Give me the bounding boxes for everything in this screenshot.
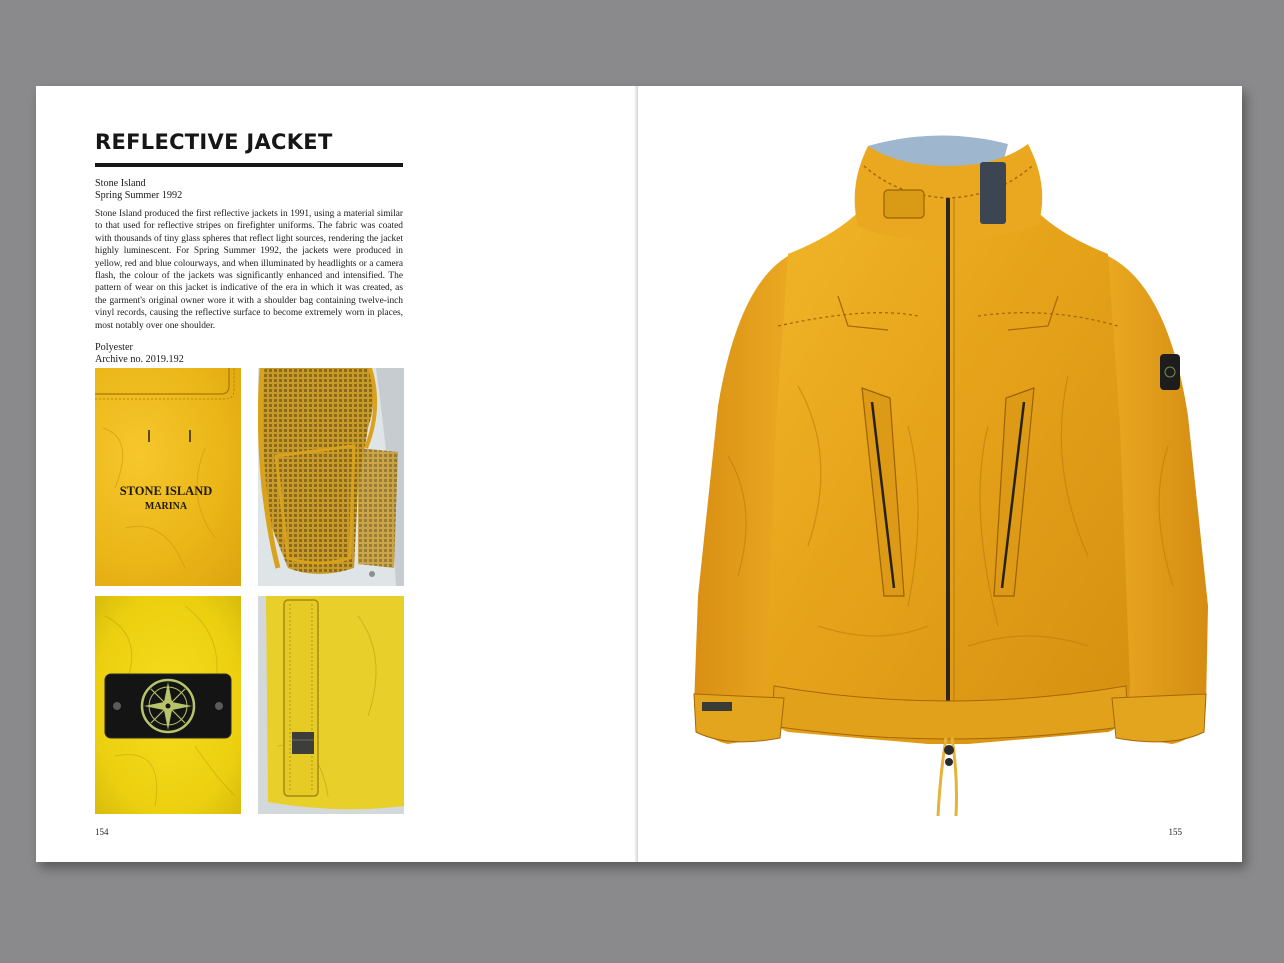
compass-rose-icon [142,680,194,732]
title-rule [95,163,403,167]
brand-name: Stone Island [95,178,146,189]
page-number-left: 154 [95,827,109,837]
compass-badge-illustration [95,596,241,814]
cuff-tab-illustration [258,596,404,814]
reflective-jacket-photo [668,126,1228,826]
page-title: REFLECTIVE JACKET [95,130,333,154]
label-line-text: MARINA [144,501,188,512]
season: Spring Summer 1992 [95,190,183,201]
page-number-right: 155 [1168,827,1182,837]
material: Polyester [95,342,133,353]
label-brand-text: STONE ISLAND [119,484,213,498]
label-detail-photo [95,368,241,586]
mesh-pocket-photo [258,368,404,586]
description-text: Stone Island produced the first reflective jackets in 1991, using a material similar to that used for reflective stripes on firefighter uniforms. The fabric was coated with thousands of tiny glass spheres that reflect light sources, rendering the jacket highly luminescent. For Spring Summer 1992, the jackets were produced in yellow, red and blue colourways, and when illuminated by headlights or a camera flash, the colour of the jackets was significantly enhanced and intensified. The pattern of wear on this jacket is indicative of the era in which it was created, as the garment's original owner wore it with a shoulder bag containing twelve-inch vinyl records, causing the reflective surface to become extremely worn in places, most notably over one shoulder. [95,209,403,331]
mesh-pocket-illustration [258,368,404,586]
compass-badge-photo [95,596,241,814]
book-spread [36,86,1242,862]
right-page [638,86,1242,862]
label-detail-illustration [95,368,241,586]
archive-number: Archive no. 2019.192 [95,354,184,365]
left-page [36,86,638,862]
cuff-tab-photo [258,596,404,814]
